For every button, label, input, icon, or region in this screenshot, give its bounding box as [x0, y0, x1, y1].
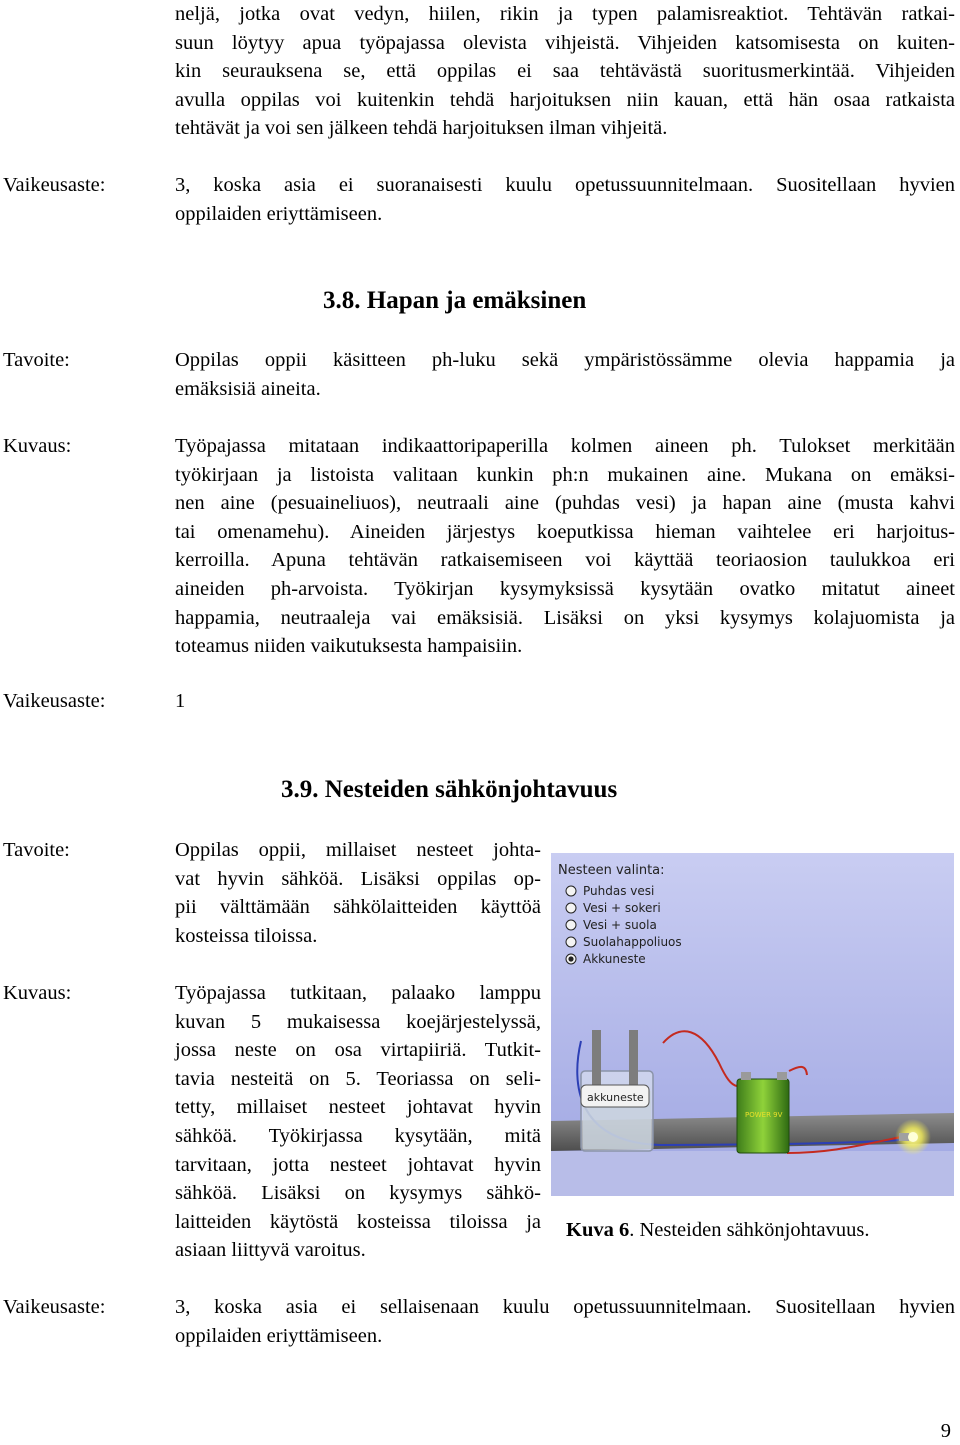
text-line: tai omenamehu). Aineiden järjestys koeputkissa hieman vaihtelee eri harjoitus- [175, 520, 955, 543]
option-suolahappoliuos[interactable] [566, 935, 682, 949]
text-line: kuvan 5 mukaisessa koejärjestelyssä, [175, 1010, 541, 1033]
text-line: kerroilla. Apuna tehtävän ratkaisemiseen voi käyttää teoriaosion taulukkoa eri [175, 549, 955, 572]
text-line: aineiden ph-arvoista. Työkirjan kysymyksissä kysytään ovatko mitatut aineet [175, 577, 955, 600]
option-label: Vesi + suola [583, 918, 657, 932]
caption-text: . Nesteiden sähkönjohtavuus. [629, 1219, 870, 1241]
text-line: Työpajassa mitataan indikaattoripaperilla kolmen aineen ph. Tulokset merkitään [175, 435, 955, 457]
radio-dot-icon [568, 956, 573, 961]
option-label: Suolahappoliuos [583, 935, 682, 949]
difficulty-text [175, 1293, 955, 1350]
description-label: Kuvaus: [3, 982, 72, 1004]
text-line: työkirjaan ja listoista valitaan kunkin ph:n mukainen aine. Mukana on emäksi- [175, 463, 955, 486]
description-text [175, 979, 541, 1265]
text-line: tehtävät ja voi sen jälkeen tehdä harjoituksen ilman vihjeitä. [175, 117, 668, 140]
text-line: vat hyvin sähköä. Lisäksi oppilas op- [175, 867, 541, 890]
goal-label: Tavoite: [3, 349, 70, 371]
description-text [175, 432, 955, 661]
text-line: emäksisiä aineita. [175, 377, 321, 400]
text-line: tavia nesteitä on 5. Teoriassa on seli- [175, 1067, 541, 1090]
radio-icon [566, 937, 576, 947]
text-line: 3, koska asia ei sellaisenaan kuulu opetussuunnitelmaan. Suositellaan hyvien [175, 1296, 955, 1318]
section-heading-3-8: 3.8. Hapan ja emäksinen [323, 287, 587, 314]
text-line: oppilaiden eriyttämiseen. [175, 1324, 383, 1347]
text-line: Työpajassa tutkitaan, palaako lamppu [175, 982, 541, 1004]
simulation-image [551, 853, 954, 1196]
battery-icon [737, 1072, 789, 1153]
difficulty-label: Vaikeusaste: [3, 174, 106, 196]
text-line: asiaan liittyvä varoitus. [175, 1239, 366, 1262]
option-label: Akkuneste [583, 952, 646, 966]
text-line: pii välttämään sähkölaitteiden käyttöä [175, 896, 541, 919]
section-heading-3-9: 3.9. Nesteiden sähkönjohtavuus [281, 776, 618, 803]
difficulty-text [175, 171, 955, 228]
text-line: laitteiden käytöstä kosteissa tiloissa ja [175, 1210, 541, 1233]
text-line: nen aine (pesuaineliuos), neutraali aine (puhdas vesi) ja hapan aine (musta kahvi [175, 492, 955, 515]
text-line: neljä, jotka ovat vedyn, hiilen, rikin ja typen palamisreaktiot. Tehtävän ratkai- [175, 3, 955, 25]
radio-icon [566, 903, 576, 913]
beaker-label: akkuneste [587, 1091, 644, 1104]
conductivity-simulation-figure [551, 853, 954, 1196]
difficulty-value: 1 [175, 690, 186, 712]
text-line: 3, koska asia ei suoranaisesti kuulu opetussuunnitelmaan. Suositellaan hyvien [175, 174, 955, 196]
option-label: Puhdas vesi [583, 884, 655, 898]
radio-icon [566, 920, 576, 930]
text-line: avulla oppilas voi kuitenkin tehdä harjoituksen niin kauan, että hän osaa ratkaista [175, 88, 955, 111]
text-line: suun löytyy apua työpajassa olevista vihjeistä. Vihjeiden katsomisesta on kuiten- [175, 31, 955, 54]
text-line: Oppilas oppii käsitteen ph-luku sekä ympäristössämme olevia happamia ja [175, 349, 955, 371]
panel-title: Nesteen valinta: [558, 863, 665, 878]
text-line: tarvitaan, jotta nesteet johtavat hyvin [175, 1153, 541, 1176]
figure-caption [566, 1216, 870, 1244]
text-line: tetty, millaiset nesteet johtavat hyvin [175, 1096, 541, 1119]
option-label: Vesi + sokeri [583, 901, 661, 915]
difficulty-label: Vaikeusaste: [3, 690, 106, 712]
description-label: Kuvaus: [3, 435, 72, 457]
text-line: kin seurauksena se, että oppilas ei saa tehtävästä suoritusmerkintää. Vihjeiden [175, 60, 955, 83]
text-line: jossa neste on osa virtapiiriä. Tutkit- [175, 1039, 541, 1062]
caption-number: Kuva 6 [566, 1219, 630, 1241]
intro-paragraph [175, 0, 955, 143]
text-line: Oppilas oppii, millaiset nesteet johta- [175, 839, 541, 861]
text-line: sähköä. Lisäksi on kysymys sähkö- [175, 1182, 541, 1205]
text-line: kosteissa tiloissa. [175, 924, 318, 947]
goal-label: Tavoite: [3, 839, 70, 861]
text-line: happamia, neutraaleja vai emäksisiä. Lisäksi on yksi kysymys kolajuomista ja [175, 606, 955, 629]
goal-text [175, 836, 541, 950]
text-line: toteamus niiden vaikutuksesta hampaisiin. [175, 635, 523, 658]
page-number: 9 [940, 1420, 951, 1442]
goal-text [175, 346, 955, 403]
battery-label: POWER 9V [745, 1111, 783, 1119]
text-line: sähköä. Työkirjassa kysytään, mitä [175, 1124, 541, 1147]
text-line: oppilaiden eriyttämiseen. [175, 202, 383, 225]
radio-icon [566, 886, 576, 896]
lamp-icon [895, 1119, 931, 1155]
difficulty-label: Vaikeusaste: [3, 1296, 106, 1318]
